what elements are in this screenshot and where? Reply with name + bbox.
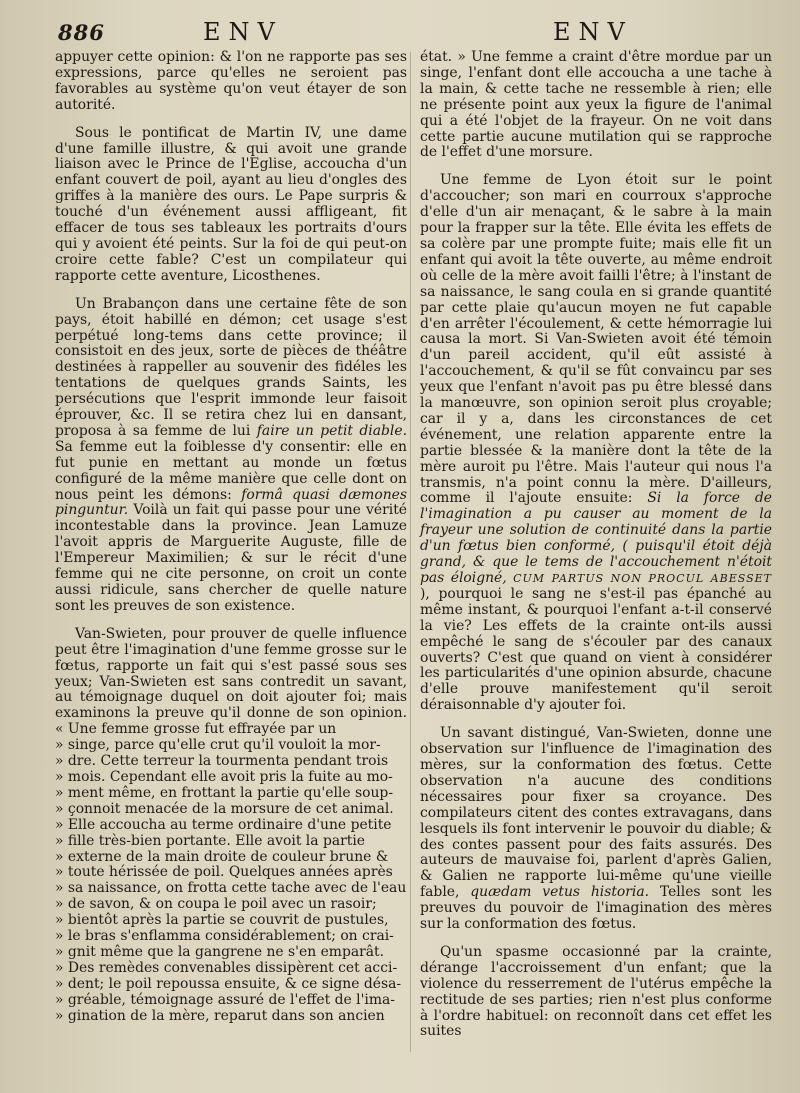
quote-line: » gination de la mère, reparut dans son ancien [55,1007,385,1024]
quote-line: » gréable, témoignage assuré de l'effet de l'ima- [55,991,395,1008]
quote-line: » gnit même que la gangrene ne s'en emparât. [55,943,385,960]
running-head-right: ENV [553,18,633,46]
quote-line: » toute hérissée de poil. Quelques années après [55,864,393,881]
text-run: Une femme de Lyon étoit sur le point d'accoucher; son mari en courroux s'approche d'elle d'un air menaçant, & le sabre à la main pour la frapper sur la tête. Elle évita les effets de sa colère par une prompte fuite; mais elle fit un enfant qui avoit la tête ouverte, au même endroit où celle de la mère avoit failli l'être; à l'instant de sa naissance, le sang coula en si grande quantité par cette plaie qu'aucun moyen ne fut capable d'en arrêter l'écoulement, & cette hémorragie lui causa la mort. Si Van-Swieten avoit été témoin d'un pareil accident, qu'il eût assisté à l'accouchement, & qu'il se fût convaincu par ses yeux que l'enfant n'avoit pas pu être blessé dans la manœuvre, son opinion seroit plus croyable; car il y a, dans les circonstances de cet événement, une relation apparente entre la partie blessée & la manière dont la tête de la mère auroit pu l'être. Mais l'auteur qui nous l'a transmis, n'a point connu la mère. D'ailleurs, comme il l'ajoute ensuite: [420,172,772,507]
italic-run: Si la force de l'imagination a pu causer au moment de la frayeur une solution de continuité dans la partie d'un fœtus bien conformé, ( puisqu'il étoit déjà grand, & que le tems de l'accouchement n'étoit pas éloigné, [420,490,772,586]
page-header [0,18,800,50]
quote-line: » externe de la main droite de couleur brune & [55,848,389,865]
paragraph: état. » Une femme a craint d'être mordue par un singe, l'enfant dont elle accoucha a une tache à la main, & cette tache ne ressemble à rien; elle ne présente point aux yeux la figure de l'animal qui a été l'objet de la frayeur. On ne voit dans cette partie aucune mutilation qui se rapproche de l'effet d'une morsure. [420,49,772,161]
text-run: Un savant distingué, Van-Swieten, donne une observation sur l'influence de l'imagination des mères, sur la conformation des fœtus. Cette observation n'a aucune des conditions nécessaires pour fixer sa croyance. Des compilateurs citent des contes extravagans, dans lesquels ils font intervenir le pouvoir du diable; & des contes passent pour des faits assurés. Des auteurs de mauvaise foi, parlent d'après Galien, & Galien ne rapporte lui-même qu'une vieille fable, [420,725,772,901]
text-run: Telles sont les preuves du pouvoir de l'imagination des mères sur la conformation des fœtus. [420,884,772,933]
text-run: Voilà un fait qui passe pour une vérité incontestable dans la province. Jean Lamuze l'avoit appris de Marguerite Auguste, fille de l'Empereur Maximilien; & sur le récit d'une femme qui ne cite personne, on croit un conte aussi ridicule, sans chercher de quelle nature sont les preuves de son existence. [55,502,408,614]
italic-run: faire un petit diable. [256,422,408,439]
quote-line: » Elle accoucha au terme ordinaire d'une petite [55,816,392,833]
running-head-left: ENV [203,18,283,46]
quote-line: » dent; le poil repoussa ensuite, & ce signe désa- [55,975,402,992]
quote-line: » bientôt après la partie se couvrit de pustules, [55,912,389,929]
paragraph [420,173,772,714]
paragraph [420,726,772,933]
italic-caps-run: CUM PARTUS NON PROCUL ABESSET [513,572,772,585]
italic-run: formâ quasi dæmones pinguntur. [55,486,408,519]
paragraph: Sous le pontificat de Martin IV, une dame d'une famille illustre, & qui avoit une grande liaison avec le Prince de l'Eglise, accoucha d'un enfant couvert de poil, ayant au lieu d'ongles des griffes à la manière des ours. Le Pape surpris & touché d'un événement aussi affligeant, fit effacer de tous ses tableaux les portraits d'ours qui y avoient été peints. Sur la foi de qui peut-on croire cette fable? C'est un compilateur qui rapporte cette aventure, Licosthenes. [55,124,407,284]
quote-start: « Une femme grosse fut effrayée par un [55,721,337,738]
paragraph [55,627,407,1025]
quote-line: » çonnoit menacée de la morsure de cet animal. [55,800,394,817]
text-run: Un Brabançon dans une certaine fête de son pays, étoit habillé en démon; cet usage s'est perpétué long-tems dans cette province; il consistoit en des jeux, sorte de pièces de théâtre destinées à rappeller au souvenir des fidéles les tentations de quelques grands Saints, les persécutions que l'esprit immonde leur faisoit éprouver, &c. Il se retira chez lui en dansant, proposa à sa femme de lui [55,295,407,439]
paragraph [55,297,407,615]
quote-line: » mois. Cependant elle avoit pris la fuite au mo- [55,768,393,785]
italic-run: quædam vetus historia. [470,884,650,901]
text-run: Sa femme eut la foiblesse d'y consentir: elle en fut punie en mettant au monde un fœtus configuré de la même manière que celle dont on nous peint les démons: [55,438,407,503]
quote-line: » dre. Cette terreur la tourmenta pendant trois [55,753,389,770]
quote-line: » de savon, & on coupa le poil avec un rasoir; [55,896,377,913]
quote-line: » sa naissance, on frotta cette tache avec de l'eau [55,880,407,897]
left-column [55,50,407,1036]
quote-line: » Des remèdes convenables dissipèrent cet acci- [55,959,398,976]
text-run: ), pourquoi le sang ne s'est-il pas épanché au même instant, & pourquoi l'enfant a-t-il conservé la vie? Les effets de la crainte ont-ils aussi empêché le sang de s'écouler par des canaux ouverts? C'est que quand on vient à considérer les particularités d'une opinion absurde, chacune d'elle prouve manifestement qu'il seroit déraisonnable d'y ajouter foi. [420,585,772,714]
quote-line: » singe, parce qu'elle crut qu'il vouloit la mor- [55,737,381,754]
quote-line: » ment même, en frottant la partie qu'elle soup- [55,784,394,801]
quote-line: » le bras s'enflamma considérablement; on crai- [55,928,394,945]
page-number: 886 [58,20,105,45]
paragraph: appuyer cette opinion: & l'on ne rapporte pas ses expressions, parce qu'elles ne seroient pas favorables au système qu'on veut étayer de son autorité. [55,49,407,113]
quotation [55,738,407,1024]
right-column [420,50,772,1052]
column-divider [410,52,411,1052]
text-run: Van-Swieten, pour prouver de quelle influence peut être l'imagination d'une femme grosse sur le fœtus, rapporte un fait qui s'est passé sous ses yeux; Van-Swieten est sans contredit un savant, au témoignage duquel on doit ajouter foi; mais examinons la preuve qu'il donne de son opinion. [55,625,407,722]
quote-line: » fille très-bien portante. Elle avoit la partie [55,832,366,849]
paragraph: Qu'un spasme occasionné par la crainte, dérange l'accroissement d'un enfant; que la violence du resserrement de l'utérus empêche la rectitude de ses parties; rien n'est plus conforme à l'ordre habituel: on reconnoît dans cet effet les suites [420,943,772,1040]
